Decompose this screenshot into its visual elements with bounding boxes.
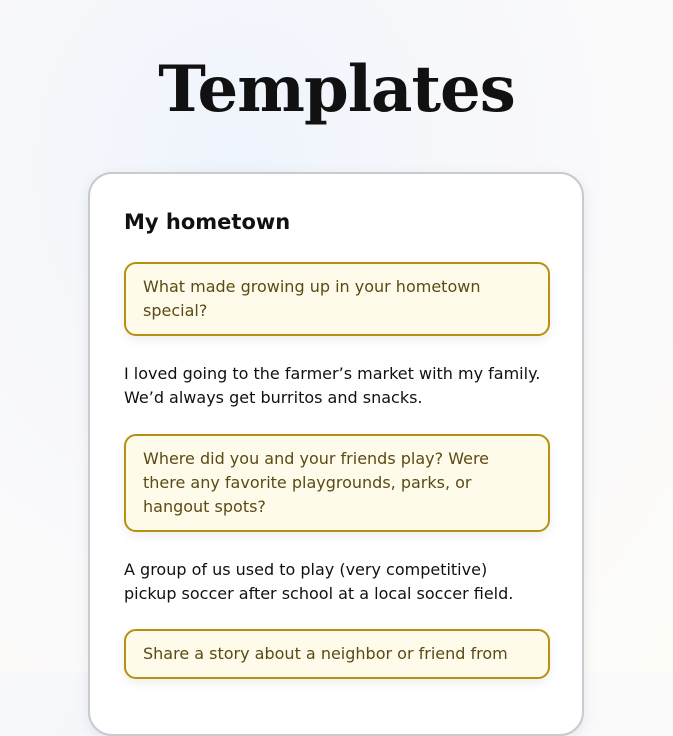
answer-text[interactable]: A group of us used to play (very competitive) pickup soccer after school at a local soccer field. <box>124 560 514 603</box>
page-title: Templates <box>158 52 515 127</box>
prompt-box[interactable]: What made growing up in your hometown special? <box>124 262 550 336</box>
prompt-box[interactable]: Share a story about a neighbor or friend from <box>124 629 550 679</box>
prompt-box[interactable]: Where did you and your friends play? Were there any favorite playgrounds, parks, or hangout spots? <box>124 434 550 532</box>
template-card <box>88 172 584 736</box>
template-heading: My hometown <box>124 210 291 234</box>
answer-text[interactable]: I loved going to the farmer’s market with my family. We’d always get burritos and snacks. <box>124 364 541 407</box>
